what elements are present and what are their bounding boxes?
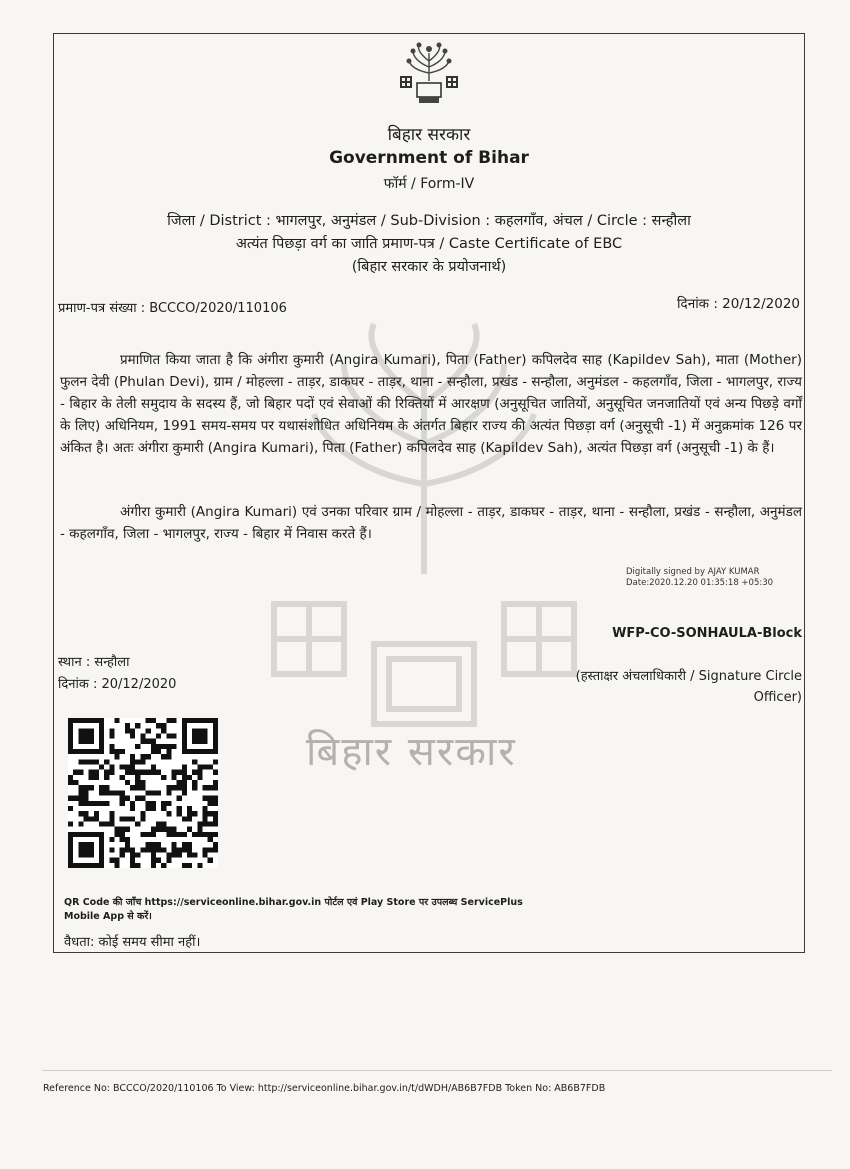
bihar-state-emblem-icon — [395, 39, 463, 107]
place: स्थान : सन्हौला — [58, 655, 130, 670]
certificate-purpose: (बिहार सरकार के प्रयोजनार्थ) — [351, 259, 507, 275]
digital-signature — [626, 567, 773, 589]
watermark-text: बिहार सरकार — [306, 729, 517, 775]
certificate-paragraph-1: प्रमाणित किया जाता है कि अंगीरा कुमारी (Angira Kumari), पिता (Father) कपिलदेव साह (Kapildev Sah), माता (Mother) फुलन देवी (Phulan Devi), ग्राम / मोहल्ला - ताड़र, डाकघर - ताड़र, थाना - सन्हौला, प्रखंड - सन्हौला, अनुमंडल - कहलगाँव, जिला - भागलपुर, राज्य - बिहार के तेली समुदाय के सदस्य हैं, जो बिहार पदों एवं सेवाओं की रिक्तियों में आरक्षण (अनुसूचित जातियों, अनुसूचित जनजातियों एवं अन्य पिछड़े वर्गों के लिए) अधिनियम, 1991 समय-समय पर यथासंशोधित अधिनियम के अंतर्गत बिहार राज्य की अत्यंत पिछड़ा वर्ग (अनुसूची -1) में अनुक्रमांक 126 पर अंकित है। अतः अंगीरा कुमारी (Angira Kumari), पिता (Father) कपिलदेव साह (Kapildev Sah), अत्यंत पिछड़ा वर्ग (अनुसूची -1) के हैं। — [60, 352, 802, 456]
certificate-paragraph-2: अंगीरा कुमारी (Angira Kumari) एवं उनका परिवार ग्राम / मोहल्ला - ताड़र, डाकघर - ताड़र, थाना - सन्हौला, प्रखंड - सन्हौला, अनुमंडल - कहलगाँव, जिला - भागलपुर, राज्य - बिहार में निवास करते हैं। — [60, 504, 802, 542]
signatory-line-2: Officer) — [753, 690, 802, 705]
digital-signature-line-1: Digitally signed by AJAY KUMAR — [626, 567, 760, 577]
qr-code-icon[interactable] — [68, 718, 218, 868]
issue-date-bottom: दिनांक : 20/12/2020 — [58, 677, 177, 692]
signatory-line-1: (हस्ताक्षर अंचलाधिकारी / Signature Circle — [575, 669, 802, 684]
footer-divider — [42, 1070, 832, 1071]
digital-signature-line-2: Date:2020.12.20 01:35:18 +05:30 — [626, 578, 774, 588]
signatory — [532, 666, 802, 708]
qr-verification-note: QR Code की जाँच https://serviceonline.bihar.gov.in पोर्टल एवं Play Store पर उपलब्ध ServicePlus Mobile App से करें। — [64, 897, 523, 922]
hindi-title: बिहार सरकार — [387, 125, 471, 145]
block-code: WFP-CO-SONHAULA-Block — [612, 626, 802, 641]
validity-note: वैधता: कोई समय सीमा नहीं। — [64, 935, 201, 950]
form-number: फॉर्म / Form-IV — [383, 176, 475, 192]
issue-date-top: दिनांक : 20/12/2020 — [677, 296, 800, 312]
certificate-number: प्रमाण-पत्र संख्या : BCCCO/2020/110106 — [58, 301, 287, 316]
district-line: जिला / District : भागलपुर, अनुमंडल / Sub-Division : कहलगाँव, अंचल / Circle : सन्हौला — [167, 213, 691, 229]
government-title: Government of Bihar — [329, 148, 529, 168]
certificate-frame — [53, 33, 805, 953]
certificate-title: अत्यंत पिछड़ा वर्ग का जाति प्रमाण-पत्र / Caste Certificate of EBC — [235, 236, 623, 252]
footer-reference: Reference No: BCCCO/2020/110106 To View: http://serviceonline.bihar.gov.in/t/dWDH/AB6B7FDB Token No: AB6B7FDB — [43, 1083, 606, 1094]
